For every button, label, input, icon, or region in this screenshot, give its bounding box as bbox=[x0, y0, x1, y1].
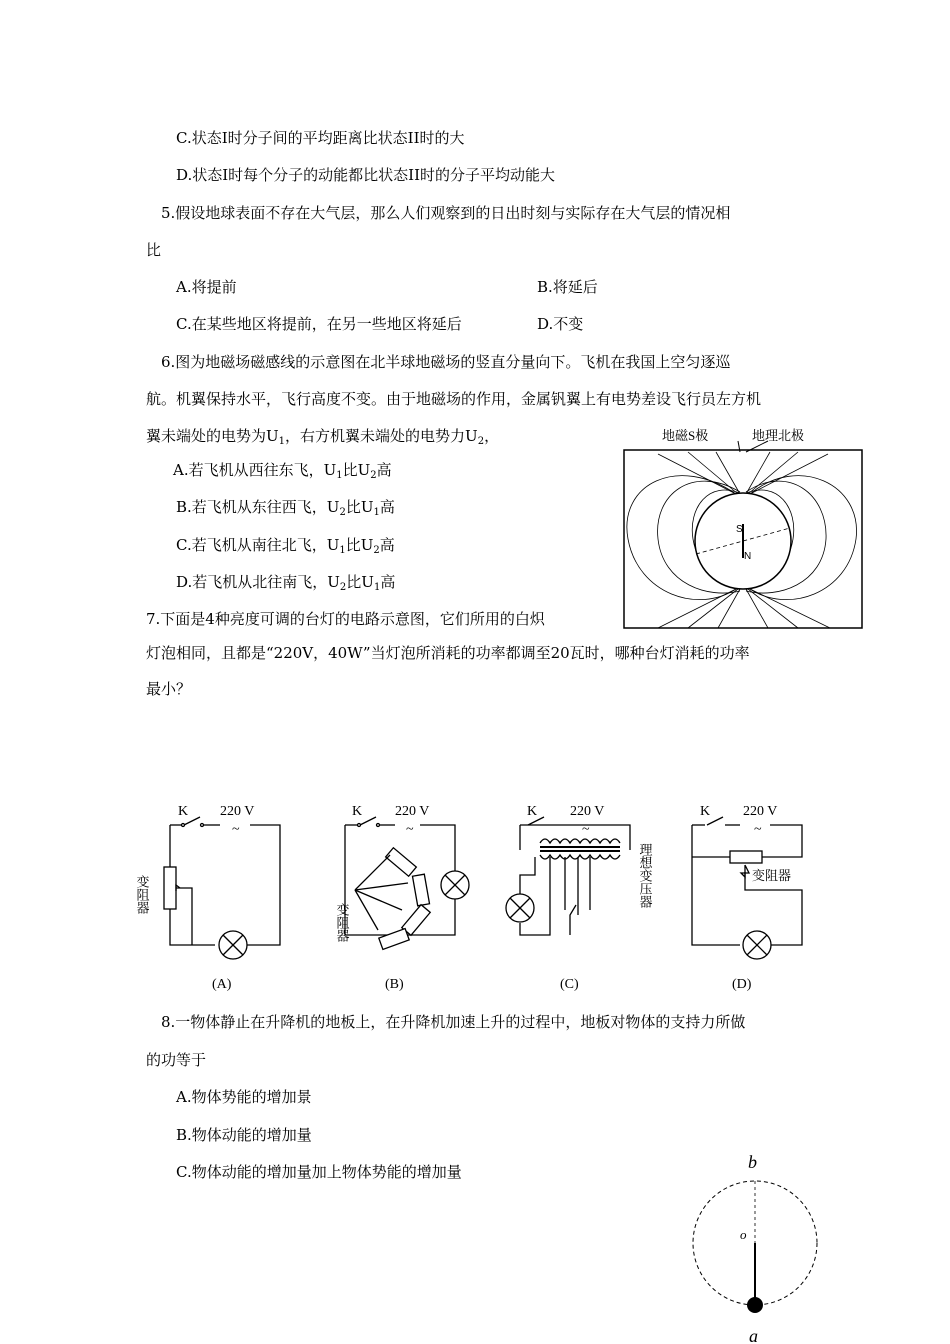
needle-s-label: S bbox=[736, 524, 743, 535]
circuit-b-voltage: 220 V bbox=[395, 804, 430, 819]
ball bbox=[747, 1297, 763, 1313]
q5-option-c: C.在某些地区将提前，在另一些地区将延后 bbox=[176, 315, 462, 333]
circuit-c bbox=[506, 817, 630, 935]
q6-option-b: B.若飞机从东往西飞，$U_2$比$U_1$高 bbox=[176, 498, 395, 518]
q8-stem-cont: 的功等于 bbox=[146, 1051, 207, 1069]
center-o-label: o bbox=[740, 1227, 747, 1242]
q8-option-b: B.物体动能的增加量 bbox=[176, 1126, 312, 1144]
circuit-a-caption: (A) bbox=[212, 977, 232, 992]
circuit-d-k-label: K bbox=[700, 804, 711, 819]
q7-stem: 7.下面是4种亮度可调的台灯的电路示意图，它们所用的白炽 bbox=[146, 610, 545, 628]
q6-option-d: D.若飞机从北往南飞，$U_2$比$U_1$高 bbox=[176, 573, 396, 593]
circuit-c-k-label: K bbox=[527, 804, 538, 819]
point-a-label: a bbox=[749, 1326, 758, 1344]
circuit-c-caption: (C) bbox=[560, 977, 579, 992]
circuit-b-caption: (B) bbox=[385, 977, 404, 992]
q6-stem-cont: 航。机翼保持水平，飞行高度不变。由于地磁场的作用，金属钒翼上有电势差设飞行员左方机 bbox=[146, 390, 762, 408]
circuit-b-k-label: K bbox=[352, 804, 363, 819]
circuit-d-caption: (D) bbox=[732, 977, 752, 992]
circuit-c-ac: ~ bbox=[582, 822, 590, 837]
point-b-label: b bbox=[748, 1152, 757, 1172]
circuit-d-rheostat-label: 变阻器 bbox=[752, 868, 792, 883]
circuit-d-ac: ~ bbox=[754, 822, 762, 837]
circuit-b-ac: ~ bbox=[406, 822, 414, 837]
q6-option-c: C.若飞机从南往北飞，$U_1$比$U_2$高 bbox=[176, 536, 395, 556]
needle-n-label: N bbox=[744, 551, 752, 562]
q5-option-d: D.不变 bbox=[537, 315, 584, 333]
q7-stem-cont: 灯泡相同，且都是“220V，40W”当灯泡所消耗的功率都调至20瓦时，哪种台灯消耗的功率 bbox=[146, 644, 750, 662]
q8-option-c: C.物体动能的增加量加上物体势能的增加量 bbox=[176, 1163, 462, 1181]
circuit-a-ac: ~ bbox=[232, 822, 240, 837]
q4-option-d: D.状态Ⅰ时每个分子的动能都比状态II时的分子平均动能大 bbox=[176, 166, 556, 184]
q5-stem: 5.假设地球表面不存在大气层，那么人们观察到的日出时刻与实际存在大气层的情况相 bbox=[161, 204, 731, 222]
circuit-a-rheostat-label: 变阻器 bbox=[134, 875, 150, 914]
q5-option-b: B.将延后 bbox=[537, 278, 598, 296]
circuit-a bbox=[164, 817, 280, 959]
q5-option-a: A.将提前 bbox=[176, 278, 237, 296]
q7-stem-question: 最小？ bbox=[146, 680, 192, 698]
q6-option-a: A.若飞机从西往东飞，$U_1$比$U_2$高 bbox=[173, 461, 392, 481]
circuit-c-transformer-label: 理想变压器 bbox=[637, 843, 653, 908]
q8-stem: 8.一物体静止在升降机的地板上，在升降机加速上升的过程中，地板对物体的支持力所做 bbox=[161, 1013, 746, 1031]
q8-option-a: A.物体势能的增加景 bbox=[176, 1088, 312, 1106]
circuit-a-k-label: K bbox=[178, 804, 189, 819]
q4-option-c: C.状态Ⅰ时分子间的平均距离比状态II时的大 bbox=[176, 129, 465, 147]
circuit-a-voltage: 220 V bbox=[220, 804, 255, 819]
q6-stem: 6.图为地磁场磁感线的示意图在北半球地磁场的竖直分量向下。飞机在我国上空匀逐巡 bbox=[161, 353, 731, 371]
circuit-d-voltage: 220 V bbox=[743, 804, 778, 819]
figure-label-geomagnetic-s: 地磁S极 bbox=[662, 428, 709, 443]
circuit-b-rheostat-label: 变阻器 bbox=[334, 903, 350, 942]
circular-motion-figure bbox=[680, 1148, 830, 1344]
geomagnetic-field-figure bbox=[618, 424, 868, 634]
lamp-circuits-figure bbox=[134, 795, 820, 1000]
q6-stem-potentials: 翼未端处的电势为$U_1$，右方机翼未端处的电势力$U_2$， bbox=[146, 427, 500, 447]
figure-label-geographic-north: 地理北极 bbox=[752, 428, 805, 443]
circuit-c-voltage: 220 V bbox=[570, 804, 605, 819]
q5-stem-cont: 比 bbox=[146, 241, 162, 259]
circuit-d bbox=[692, 817, 802, 959]
